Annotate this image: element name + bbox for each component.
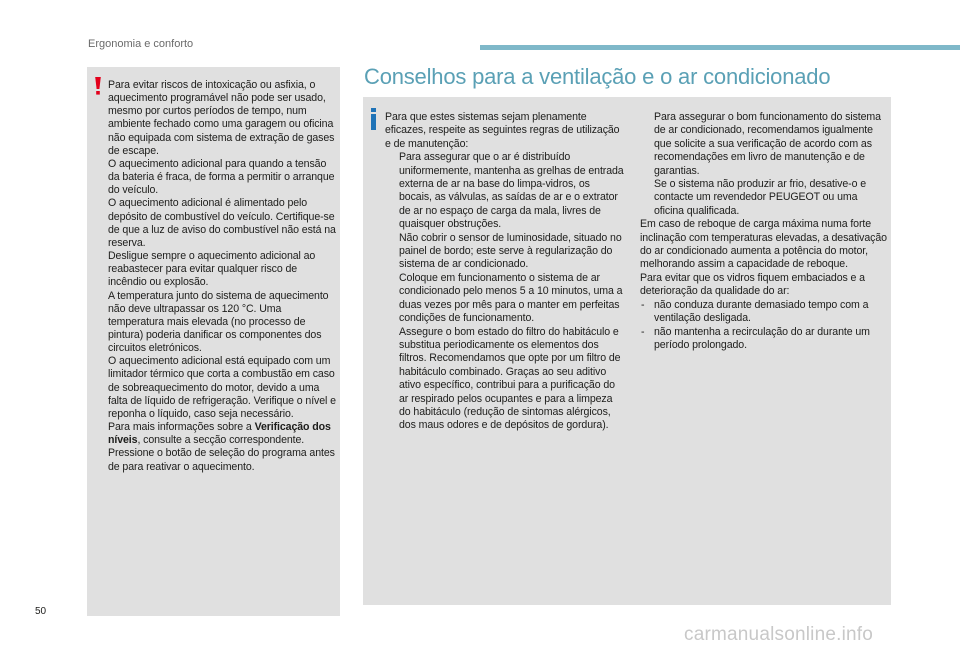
warning-paragraph: Desligue sempre o aquecimento adicional ao reabastecer para evitar qualquer risco de incêndio ou explosão. — [108, 250, 316, 289]
bullet-item — [385, 272, 625, 326]
info-icon — [370, 108, 377, 130]
dash-item — [640, 326, 890, 353]
bullet-item — [640, 111, 890, 178]
warning-paragraph: Para evitar riscos de intoxicação ou asfixia, o aquecimento programável não pode ser usado, mesmo por curtos períodos de tempo, num ambiente fechado como uma garagem ou oficina não equipada com sistema de extração de gases de escape. — [108, 79, 335, 157]
bullet-list — [640, 111, 890, 218]
item-text: Para assegurar o bom funcionamento do sistema de ar condicionado, recomendamos igualmente que solicite a sua verificação de acordo com as recomendações em livro de manutenção e de garantias. — [654, 111, 881, 177]
dash-marker: - — [641, 325, 645, 338]
warning-paragraph-reference: Para mais informações sobre a Verificação dos níveis, consulte a secção correspondente. — [108, 421, 331, 447]
watermark: carmanualsonline.info — [684, 624, 874, 645]
bullet-item — [385, 326, 625, 433]
bullet-item — [385, 232, 625, 272]
warning-paragraph: A temperatura junto do sistema de aquecimento não deve ultrapassar os 120 °C. Uma temperatura mais elevada (no processo de pintura) poderia danificar os componentes dos circuitos eletrónicos. — [108, 289, 329, 355]
warning-paragraph: O aquecimento adicional está equipado com um limitador térmico que corta a combustão em caso de sobreaquecimento do motor, devido a uma falta de líquido de refrigeração. Verifique o nível e reponha o líquido, caso seja necessário. — [108, 355, 336, 420]
info-column-left — [385, 111, 625, 433]
cross-reference-link: Verificação dos níveis — [108, 421, 331, 447]
bullet-item — [385, 151, 625, 231]
intro-text: Para que estes sistemas sejam plenamente eficazes, respeite as seguintes regras de utilização e de manutenção: — [385, 111, 620, 150]
info-paragraph: Em caso de reboque de carga máxima numa forte inclinação com temperaturas elevadas, a desativação do ar condicionado aumenta a potência do motor, melhorando assim a capacidade de reboque. — [640, 218, 887, 271]
warning-paragraph: O aquecimento adicional é alimentado pelo depósito de combustível do veículo. Certifique-se de que a luz de aviso do combustível não está na reserva. — [108, 197, 336, 249]
item-text: não mantenha a recirculação do ar durante um período prolongado. — [654, 325, 870, 351]
item-text: Assegure o bom estado do filtro do habitáculo e substitua periodicamente os elementos dos filtros. Recomendamos que opte por um filtro de habitáculo combinado. Graças ao seu aditivo ativo específico, contribui para a purificação do ar respirado pelos ocupantes e para a limpeza do habitáculo (redução de sintomas alérgicos, dos maus odores e de depósitos de gordura). — [399, 325, 621, 432]
warning-text — [108, 79, 338, 474]
dash-marker: - — [641, 298, 645, 311]
header-accent-bar — [480, 45, 960, 50]
dash-item — [640, 299, 890, 326]
item-text: Não cobrir o sensor de luminosidade, situado no painel de bordo; este serve à regularização do sistema de ar condicionado. — [399, 231, 622, 271]
warning-paragraph: O aquecimento adicional para quando a tensão da bateria é fraca, de forma a permitir o arranque do veículo. — [108, 157, 335, 197]
info-column-right — [640, 111, 890, 352]
page-number: 50 — [35, 606, 47, 617]
exclamation-icon — [94, 77, 102, 95]
section-title: Ergonomia e conforto — [88, 38, 194, 50]
bullet-list — [385, 151, 625, 433]
item-text: Se o sistema não produzir ar frio, desative-o e contacte um revendedor PEUGEOT ou uma oficina qualificada. — [654, 178, 866, 217]
dash-list — [640, 299, 890, 353]
item-text: Para assegurar que o ar é distribuído uniformemente, mantenha as grelhas de entrada externa de ar na base do limpa-vidros, os bocais, as válvulas, as saídas de ar e o extrator de ar no espaço de carga da mala, livres de quaisquer obstruções. — [399, 151, 624, 231]
item-text: Coloque em funcionamento o sistema de ar condicionado pelo menos 5 a 10 minutos, uma a duas vezes por mês para o manter em perfeitas condições de funcionamento. — [399, 271, 623, 325]
item-text: não conduza durante demasiado tempo com a ventilação desligada. — [654, 298, 869, 325]
info-paragraph: Para evitar que os vidros fiquem embaciados e a deterioração da qualidade do ar: — [640, 271, 865, 298]
page-title: Conselhos para a ventilação e o ar condicionado — [364, 64, 831, 89]
warning-paragraph: Pressione o botão de seleção do programa antes de para reativar o aquecimento. — [108, 447, 335, 473]
bullet-item — [640, 178, 890, 218]
